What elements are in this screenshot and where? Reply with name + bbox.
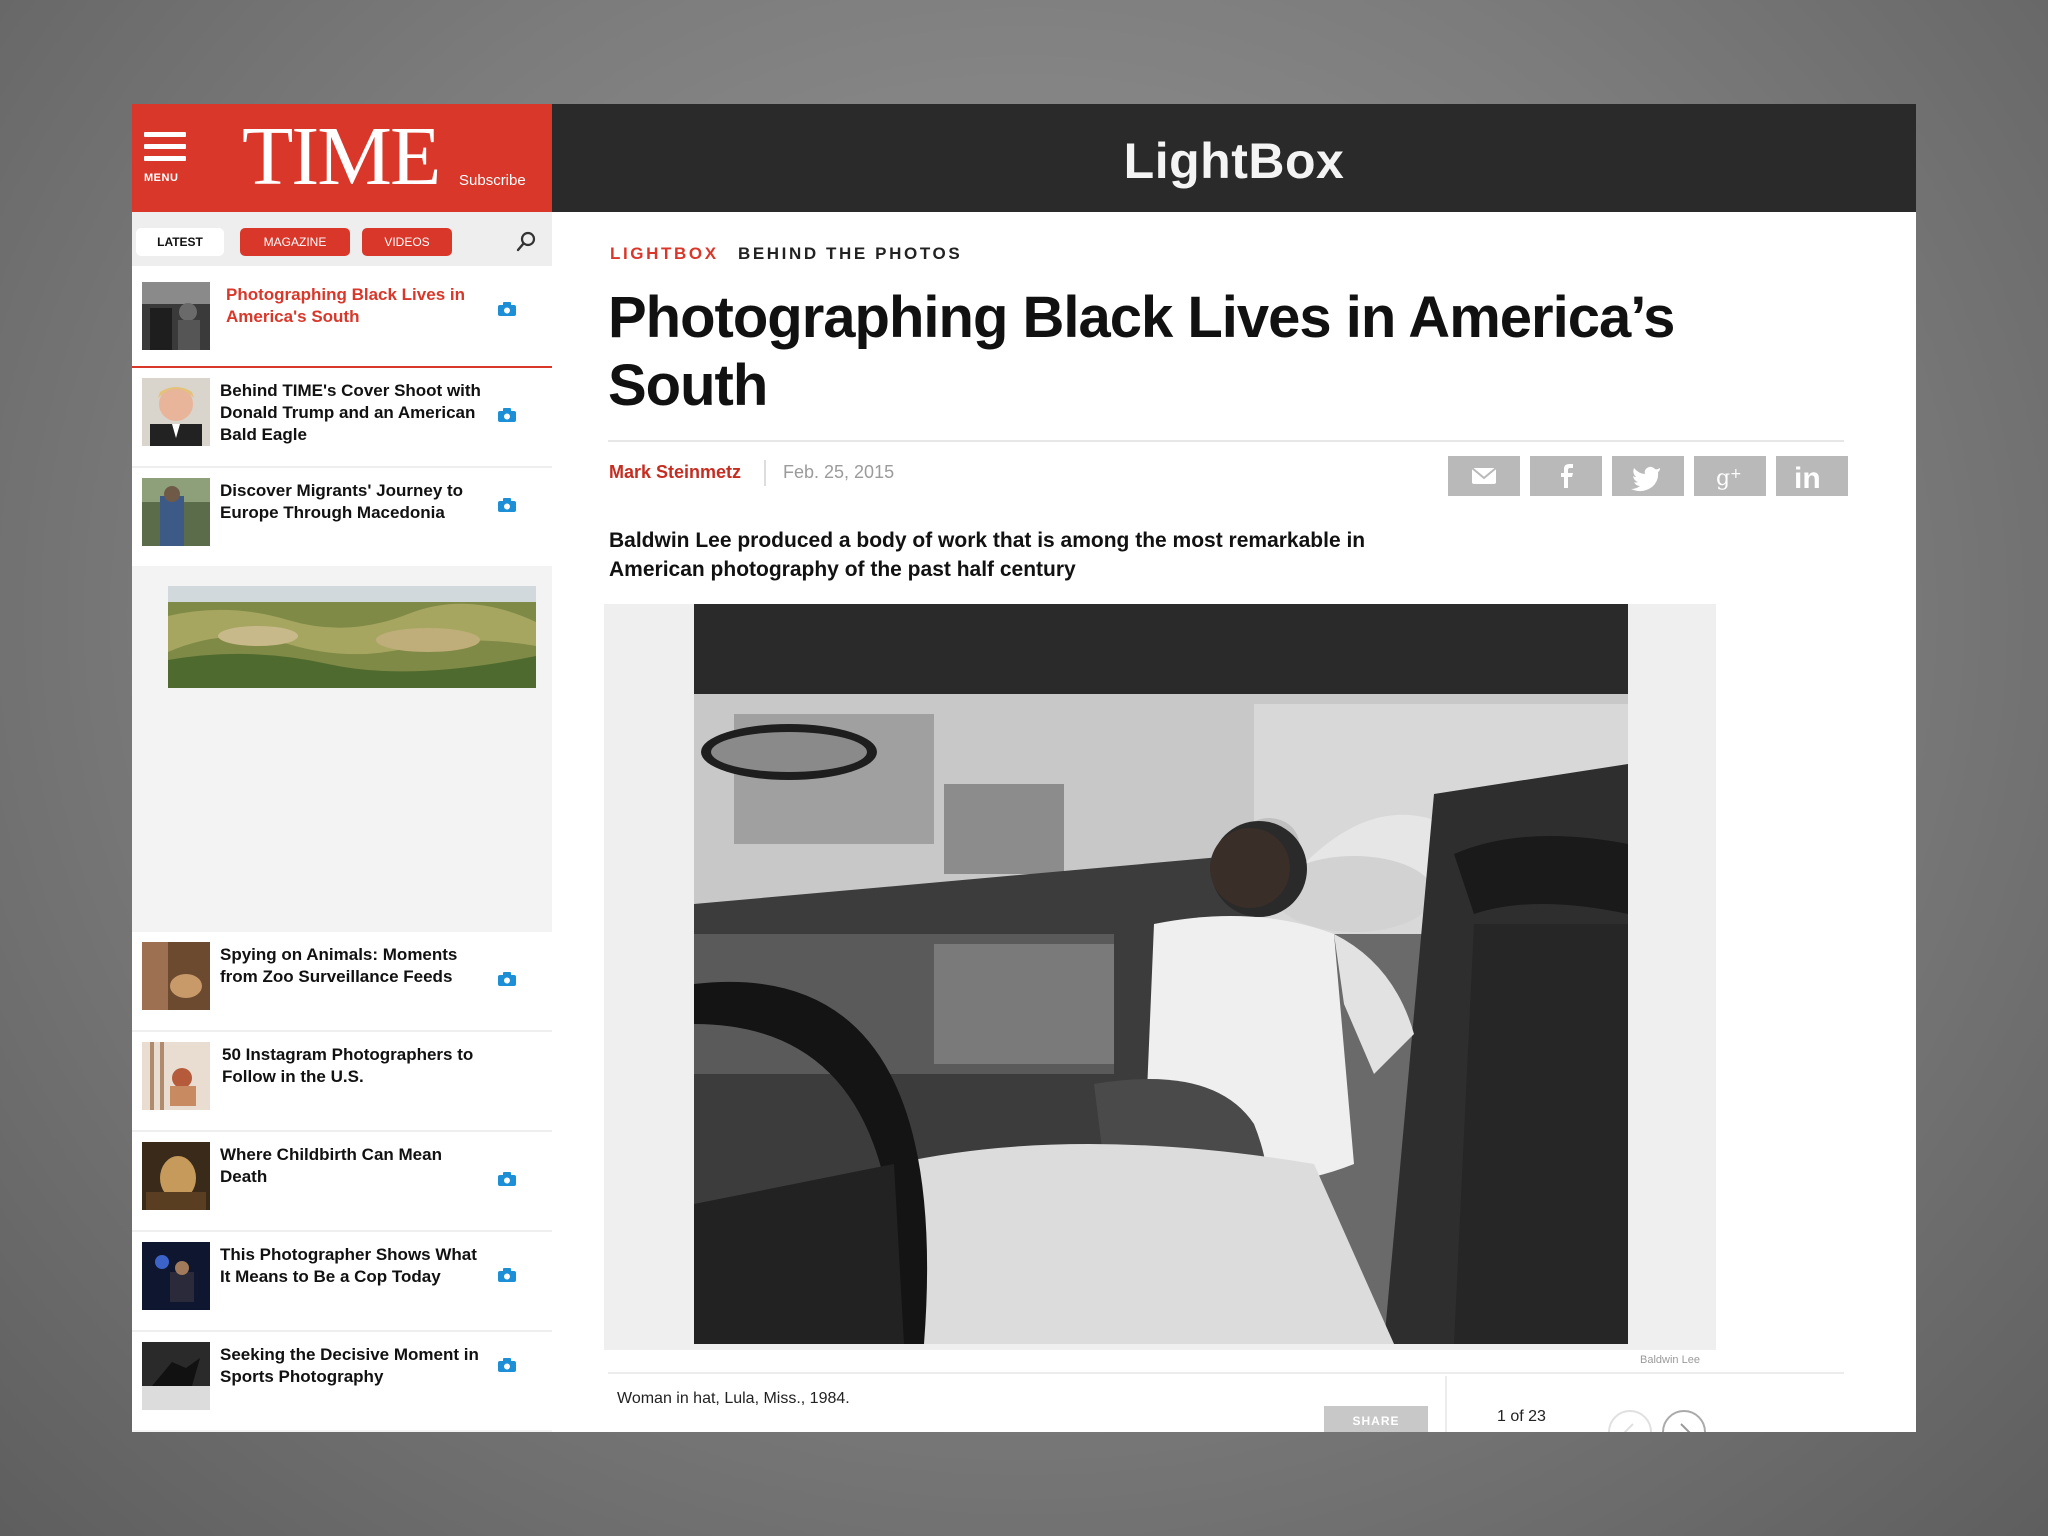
chevron-left-icon bbox=[1610, 1412, 1650, 1432]
rail-item[interactable] bbox=[132, 1032, 552, 1132]
article-headline: Photographing Black Lives in America’s South bbox=[608, 285, 1675, 418]
featured-title: Photographing Black Lives in America's South bbox=[226, 285, 465, 326]
rail-item-title: Seeking the Decisive Moment in Sports Photography bbox=[220, 1345, 479, 1386]
rail-tabs bbox=[132, 212, 552, 266]
rail-item[interactable] bbox=[132, 368, 552, 468]
rail-item-title: Where Childbirth Can Mean Death bbox=[220, 1145, 442, 1186]
featured-thumbnail bbox=[142, 282, 210, 350]
linkedin-share-button[interactable] bbox=[1776, 456, 1848, 496]
rail-item-title: Spying on Animals: Moments from Zoo Surveillance Feeds bbox=[220, 945, 458, 986]
headline-divider bbox=[608, 440, 1844, 442]
camera-icon bbox=[498, 498, 516, 512]
gallery-photo[interactable] bbox=[694, 604, 1628, 1344]
svg-text:g: g bbox=[1716, 466, 1731, 491]
email-share-button[interactable] bbox=[1448, 456, 1520, 496]
gallery-previous-button[interactable] bbox=[1608, 1410, 1652, 1432]
byline-divider bbox=[764, 460, 766, 486]
camera-icon bbox=[498, 972, 516, 986]
facebook-share-button[interactable] bbox=[1530, 456, 1602, 496]
google-plus-icon bbox=[1694, 456, 1766, 496]
author-link[interactable]: Mark Steinmetz bbox=[609, 462, 742, 482]
camera-icon bbox=[498, 408, 516, 422]
childbirth-thumbnail bbox=[142, 1142, 210, 1210]
rail-item-title: 50 Instagram Photographers to Follow in the U.S. bbox=[222, 1045, 474, 1086]
rail-item-featured[interactable] bbox=[132, 266, 552, 369]
rail-item-title: This Photographer Shows What It Means to Be a Cop Today bbox=[220, 1245, 477, 1286]
gallery-viewer bbox=[604, 604, 1716, 1350]
article-dek: Baldwin Lee produced a body of work that is among the most remarkable in American photography of the past half century bbox=[609, 529, 1366, 581]
rail-item-title: Behind TIME's Cover Shoot with Donald Trump and an American Bald Eagle bbox=[220, 381, 481, 444]
zoo-thumbnail bbox=[142, 942, 210, 1010]
twitter-icon bbox=[1612, 456, 1684, 496]
tab-latest[interactable]: LATEST bbox=[136, 228, 224, 256]
rail-item[interactable] bbox=[132, 1332, 552, 1430]
left-rail bbox=[132, 104, 552, 1432]
svg-text:in: in bbox=[1794, 462, 1821, 495]
lightbox-logo[interactable]: LightBox bbox=[1123, 133, 1345, 189]
camera-icon bbox=[498, 1172, 516, 1186]
caption-divider bbox=[608, 1372, 1844, 1374]
rail-item[interactable] bbox=[132, 1132, 552, 1232]
instagram-thumbnail bbox=[142, 1042, 210, 1110]
migrants-thumbnail bbox=[142, 478, 210, 546]
rail-item[interactable] bbox=[132, 468, 552, 568]
article-kicker bbox=[610, 244, 962, 264]
menu-label: MENU bbox=[144, 172, 179, 184]
subscribe-link[interactable]: Subscribe bbox=[459, 172, 526, 189]
tab-videos[interactable]: VIDEOS bbox=[362, 228, 452, 256]
lightbox-header bbox=[552, 104, 1916, 212]
rail-item-title: Discover Migrants' Journey to Europe Through Macedonia bbox=[220, 481, 464, 522]
linkedin-icon bbox=[1776, 456, 1848, 496]
camera-icon bbox=[498, 1358, 516, 1372]
ad-image[interactable] bbox=[168, 586, 536, 688]
svg-text:+: + bbox=[1730, 466, 1742, 482]
browser-screen bbox=[132, 104, 1916, 1432]
publish-date: Feb. 25, 2015 bbox=[783, 462, 895, 482]
camera-icon bbox=[498, 1268, 516, 1282]
time-header bbox=[132, 104, 552, 212]
caption-vertical-divider bbox=[1445, 1376, 1447, 1432]
sports-thumbnail bbox=[142, 1342, 210, 1410]
gallery-next-button[interactable] bbox=[1662, 1410, 1706, 1432]
rail-item[interactable] bbox=[132, 1232, 552, 1332]
twitter-share-button[interactable] bbox=[1612, 456, 1684, 496]
advertisement-area bbox=[132, 566, 552, 932]
police-thumbnail bbox=[142, 1242, 210, 1310]
google-plus-share-button[interactable] bbox=[1694, 456, 1766, 496]
camera-icon bbox=[498, 302, 516, 316]
email-icon bbox=[1448, 456, 1520, 496]
facebook-icon bbox=[1530, 456, 1602, 496]
kicker-section-link[interactable]: LIGHTBOX bbox=[610, 244, 719, 263]
rail-item[interactable] bbox=[132, 932, 552, 1032]
share-button[interactable]: SHARE bbox=[1324, 1406, 1428, 1432]
trump-thumbnail bbox=[142, 378, 210, 446]
time-logo[interactable]: TIME bbox=[242, 110, 440, 203]
photo-credit: Baldwin Lee bbox=[1640, 1354, 1700, 1366]
search-icon[interactable] bbox=[514, 230, 538, 254]
gallery-counter: 1 of 23 bbox=[1497, 1408, 1546, 1425]
kicker-subsection-link[interactable]: BEHIND THE PHOTOS bbox=[737, 244, 963, 263]
tab-magazine[interactable]: MAGAZINE bbox=[240, 228, 350, 256]
menu-button[interactable] bbox=[144, 132, 188, 194]
photo-caption: Woman in hat, Lula, Miss., 1984. bbox=[617, 1390, 850, 1407]
chevron-right-icon bbox=[1664, 1412, 1704, 1432]
